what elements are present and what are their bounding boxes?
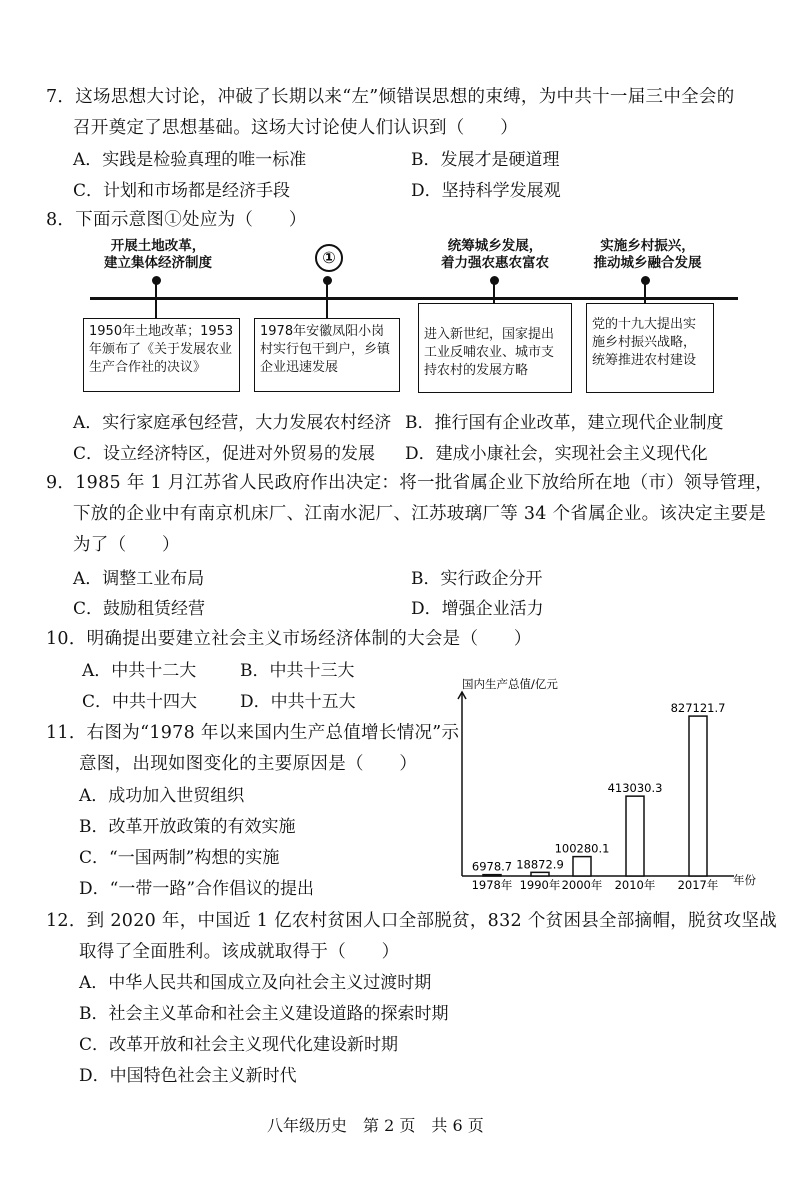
q9-option-a[interactable]: A．调整工业布局	[73, 569, 205, 589]
q11-option-c[interactable]: C．“一国两制”构想的实施	[79, 848, 280, 868]
q12-stem-line2: 取得了全面胜利。该成就取得于（ ）	[79, 942, 400, 962]
chart-bar	[531, 872, 549, 876]
q10-option-a[interactable]: A．中共十二大	[82, 661, 197, 681]
q9-stem-line1: 9．1985 年 1 月江苏省人民政府作出决定：将一批省属企业下放给所在地（市）领导管理，	[46, 473, 773, 493]
timeline-box-3: 进入新世纪，国家提出工业反哺农业、城市支持农村的发展方略	[418, 303, 572, 393]
timeline-axis	[90, 297, 738, 300]
timeline-box-4: 党的十九大提出实施乡村振兴战略，统筹推进农村建设	[586, 303, 714, 393]
q10-option-c[interactable]: C．中共十四大	[82, 692, 198, 712]
q11-option-b[interactable]: B．改革开放政策的有效实施	[79, 817, 296, 837]
q8-option-b[interactable]: B．推行国有企业改革，建立现代企业制度	[405, 413, 724, 433]
q7-option-d[interactable]: D．坚持科学发展观	[411, 181, 561, 201]
timeline-stage4-line2: 推动城乡融合发展	[593, 255, 702, 271]
chart-value-label: 827121.7	[670, 701, 726, 716]
q9-option-b[interactable]: B．实行政企分开	[411, 569, 543, 589]
q8-option-c[interactable]: C．设立经济特区，促进对外贸易的发展	[73, 444, 376, 464]
q7-option-b[interactable]: B．发展才是硬道理	[411, 150, 560, 170]
q7-stem-line2: 召开奠定了思想基础。这场大讨论使人们认识到（ ）	[73, 118, 518, 138]
q12-option-b[interactable]: B．社会主义革命和社会主义建设道路的探索时期	[79, 1004, 449, 1024]
chart-bar	[689, 716, 707, 876]
q11-option-a[interactable]: A．成功加入世贸组织	[79, 786, 245, 806]
chart-value-label: 413030.3	[607, 781, 663, 796]
page-footer: 八年级历史 第 2 页 共 6 页	[267, 1116, 484, 1135]
chart-tick-label: 2000年	[561, 878, 603, 892]
timeline-blank-marker: ①	[315, 244, 343, 272]
chart-tick-label: 2017年	[677, 878, 719, 892]
timeline-stage1-line2: 建立集体经济制度	[104, 255, 212, 271]
chart-value-label: 100280.1	[554, 841, 610, 856]
timeline-stage1-line1: 开展土地改革，	[110, 238, 206, 254]
q10-option-b[interactable]: B．中共十三大	[240, 661, 355, 681]
q7-stem-line1: 7．这场思想大讨论，冲破了长期以来“左”倾错误思想的束缚，为中共十一届三中全会的	[46, 87, 735, 107]
q9-stem-line2: 下放的企业中有南京机床厂、江南水泥厂、江苏玻璃厂等 34 个省属企业。该决定主要是	[73, 504, 767, 524]
q10-stem: 10．明确提出要建立社会主义市场经济体制的大会是（ ）	[46, 629, 532, 649]
q10-option-d[interactable]: D．中共十五大	[240, 692, 356, 712]
q11-stem-line2: 意图，出现如图变化的主要原因是（ ）	[79, 754, 418, 774]
chart-tick-label: 1978年	[471, 878, 513, 892]
q12-stem-line1: 12．到 2020 年，中国近 1 亿农村贫困人口全部脱贫，832 个贫困县全部摘帽，脱贫攻坚战	[46, 911, 778, 931]
timeline-connector-4	[644, 283, 646, 303]
chart-value-label: 6978.7	[471, 859, 513, 874]
timeline-connector-2	[326, 283, 328, 318]
gdp-bar-chart	[440, 672, 760, 894]
q8-option-d[interactable]: D．建成小康社会，实现社会主义现代化	[405, 444, 708, 464]
q12-option-c[interactable]: C．改革开放和社会主义现代化建设新时期	[79, 1035, 399, 1055]
timeline-connector-3	[493, 283, 495, 303]
chart-bar	[626, 796, 644, 876]
chart-tick-label: 1990年	[519, 878, 561, 892]
q9-option-d[interactable]: D．增强企业活力	[411, 599, 544, 619]
q9-stem-line3: 为了（ ）	[73, 535, 180, 555]
timeline-stage3-label	[425, 238, 565, 272]
q11-option-d[interactable]: D．“一带一路”合作倡议的提出	[79, 879, 315, 899]
q12-option-d[interactable]: D．中国特色社会主义新时代	[79, 1066, 297, 1086]
chart-y-axis-label: 国内生产总值/亿元	[462, 677, 558, 691]
timeline-box-1: 1950年土地改革；1953年颁布了《关于发展农业生产合作社的决议》	[83, 318, 240, 392]
q12-option-a[interactable]: A．中华人民共和国成立及向社会主义过渡时期	[79, 973, 432, 993]
q11-stem-line1: 11．右图为“1978 年以来国内生产总值增长情况”示	[46, 723, 460, 743]
q7-option-c[interactable]: C．计划和市场都是经济手段	[73, 181, 291, 201]
chart-value-label: 18872.9	[516, 857, 564, 872]
chart-bar	[573, 857, 591, 876]
q9-option-c[interactable]: C．鼓励租赁经营	[73, 599, 206, 619]
timeline-connector-1	[155, 283, 157, 318]
chart-x-axis-label: 年份	[733, 873, 756, 887]
chart-bar	[483, 875, 501, 876]
timeline-stage3-line1: 统筹城乡发展，	[447, 238, 543, 254]
timeline-stage4-label	[585, 238, 710, 272]
timeline-box-2: 1978年安徽凤阳小岗村实行包干到户，乡镇企业迅速发展	[254, 318, 400, 392]
q7-option-a[interactable]: A．实践是检验真理的唯一标准	[73, 150, 307, 170]
q8-stem: 8．下面示意图①处应为（ ）	[46, 210, 307, 230]
chart-tick-label: 2010年	[614, 878, 656, 892]
timeline-stage1-label	[103, 238, 213, 272]
timeline-stage4-line1: 实施乡村振兴，	[600, 238, 695, 254]
timeline-stage3-line2: 着力强农惠农富农	[441, 255, 549, 271]
q8-option-a[interactable]: A．实行家庭承包经营，大力发展农村经济	[73, 413, 392, 433]
